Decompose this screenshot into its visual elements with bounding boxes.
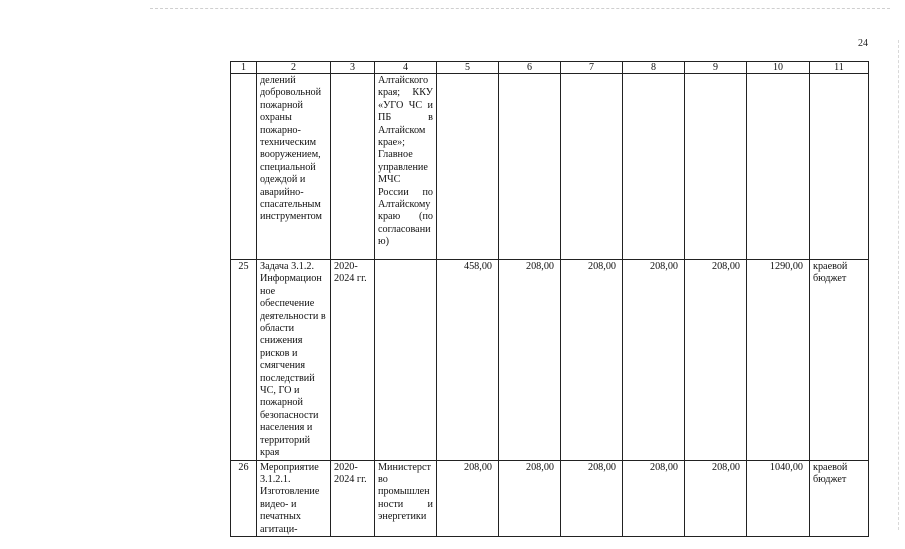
header-cell: 1 <box>231 62 257 74</box>
header-cell: 4 <box>375 62 437 74</box>
table-row <box>231 460 869 536</box>
period: 2020-2024 гг. <box>331 260 375 461</box>
scan-edge-top <box>150 8 890 10</box>
row-number: 25 <box>231 260 257 461</box>
table-header-row <box>231 62 869 74</box>
header-cell: 2 <box>257 62 331 74</box>
amount-2024 <box>685 74 747 260</box>
table-row <box>231 260 869 461</box>
executor <box>375 260 437 461</box>
amount-total: 1290,00 <box>747 260 810 461</box>
header-cell: 3 <box>331 62 375 74</box>
amount-total <box>747 74 810 260</box>
item-name: Мероприятие 3.1.2.1. Изготовление видео- и печатных агитаци- <box>257 460 331 536</box>
amount-2021: 208,00 <box>499 460 561 536</box>
executor: Министерство промышленности и энергетики <box>375 460 437 536</box>
header-cell: 11 <box>810 62 869 74</box>
header-cell: 8 <box>623 62 685 74</box>
period <box>331 74 375 260</box>
amount-2024: 208,00 <box>685 460 747 536</box>
scan-edge-right <box>898 40 900 530</box>
amount-2023: 208,00 <box>623 460 685 536</box>
amount-2021 <box>499 74 561 260</box>
item-name: Задача 3.1.2. Информационное обеспечение деятельности в области снижения рисков и смягчения последствий ЧС, ГО и пожарной безопасности населения и территорий края <box>257 260 331 461</box>
funding-source: краевой бюджет <box>810 260 869 461</box>
amount-2023 <box>623 74 685 260</box>
funding-source: краевой бюджет <box>810 460 869 536</box>
row-number: 26 <box>231 460 257 536</box>
amount-2022: 208,00 <box>561 460 623 536</box>
amount-2020 <box>437 74 499 260</box>
amount-2024: 208,00 <box>685 260 747 461</box>
header-cell: 7 <box>561 62 623 74</box>
amount-2020: 458,00 <box>437 260 499 461</box>
amount-2022 <box>561 74 623 260</box>
program-table <box>230 61 869 537</box>
executor: Алтайского края; ККУ «УГО ЧС и ПБ в Алтайском крае»; Главное управление МЧС России по Алтайскому краю (по согласованию) <box>375 74 437 260</box>
table-row <box>231 74 869 260</box>
header-cell: 6 <box>499 62 561 74</box>
row-number <box>231 74 257 260</box>
item-name: делений добровольной пожарной охраны пожарно-техническим вооружением, специальной одеждой и аварийно-спасательным инструментом <box>257 74 331 260</box>
page-number: 24 <box>858 38 868 49</box>
header-cell: 9 <box>685 62 747 74</box>
amount-2023: 208,00 <box>623 260 685 461</box>
period: 2020-2024 гг. <box>331 460 375 536</box>
funding-source <box>810 74 869 260</box>
amount-2022: 208,00 <box>561 260 623 461</box>
amount-total: 1040,00 <box>747 460 810 536</box>
header-cell: 5 <box>437 62 499 74</box>
amount-2021: 208,00 <box>499 260 561 461</box>
header-cell: 10 <box>747 62 810 74</box>
amount-2020: 208,00 <box>437 460 499 536</box>
